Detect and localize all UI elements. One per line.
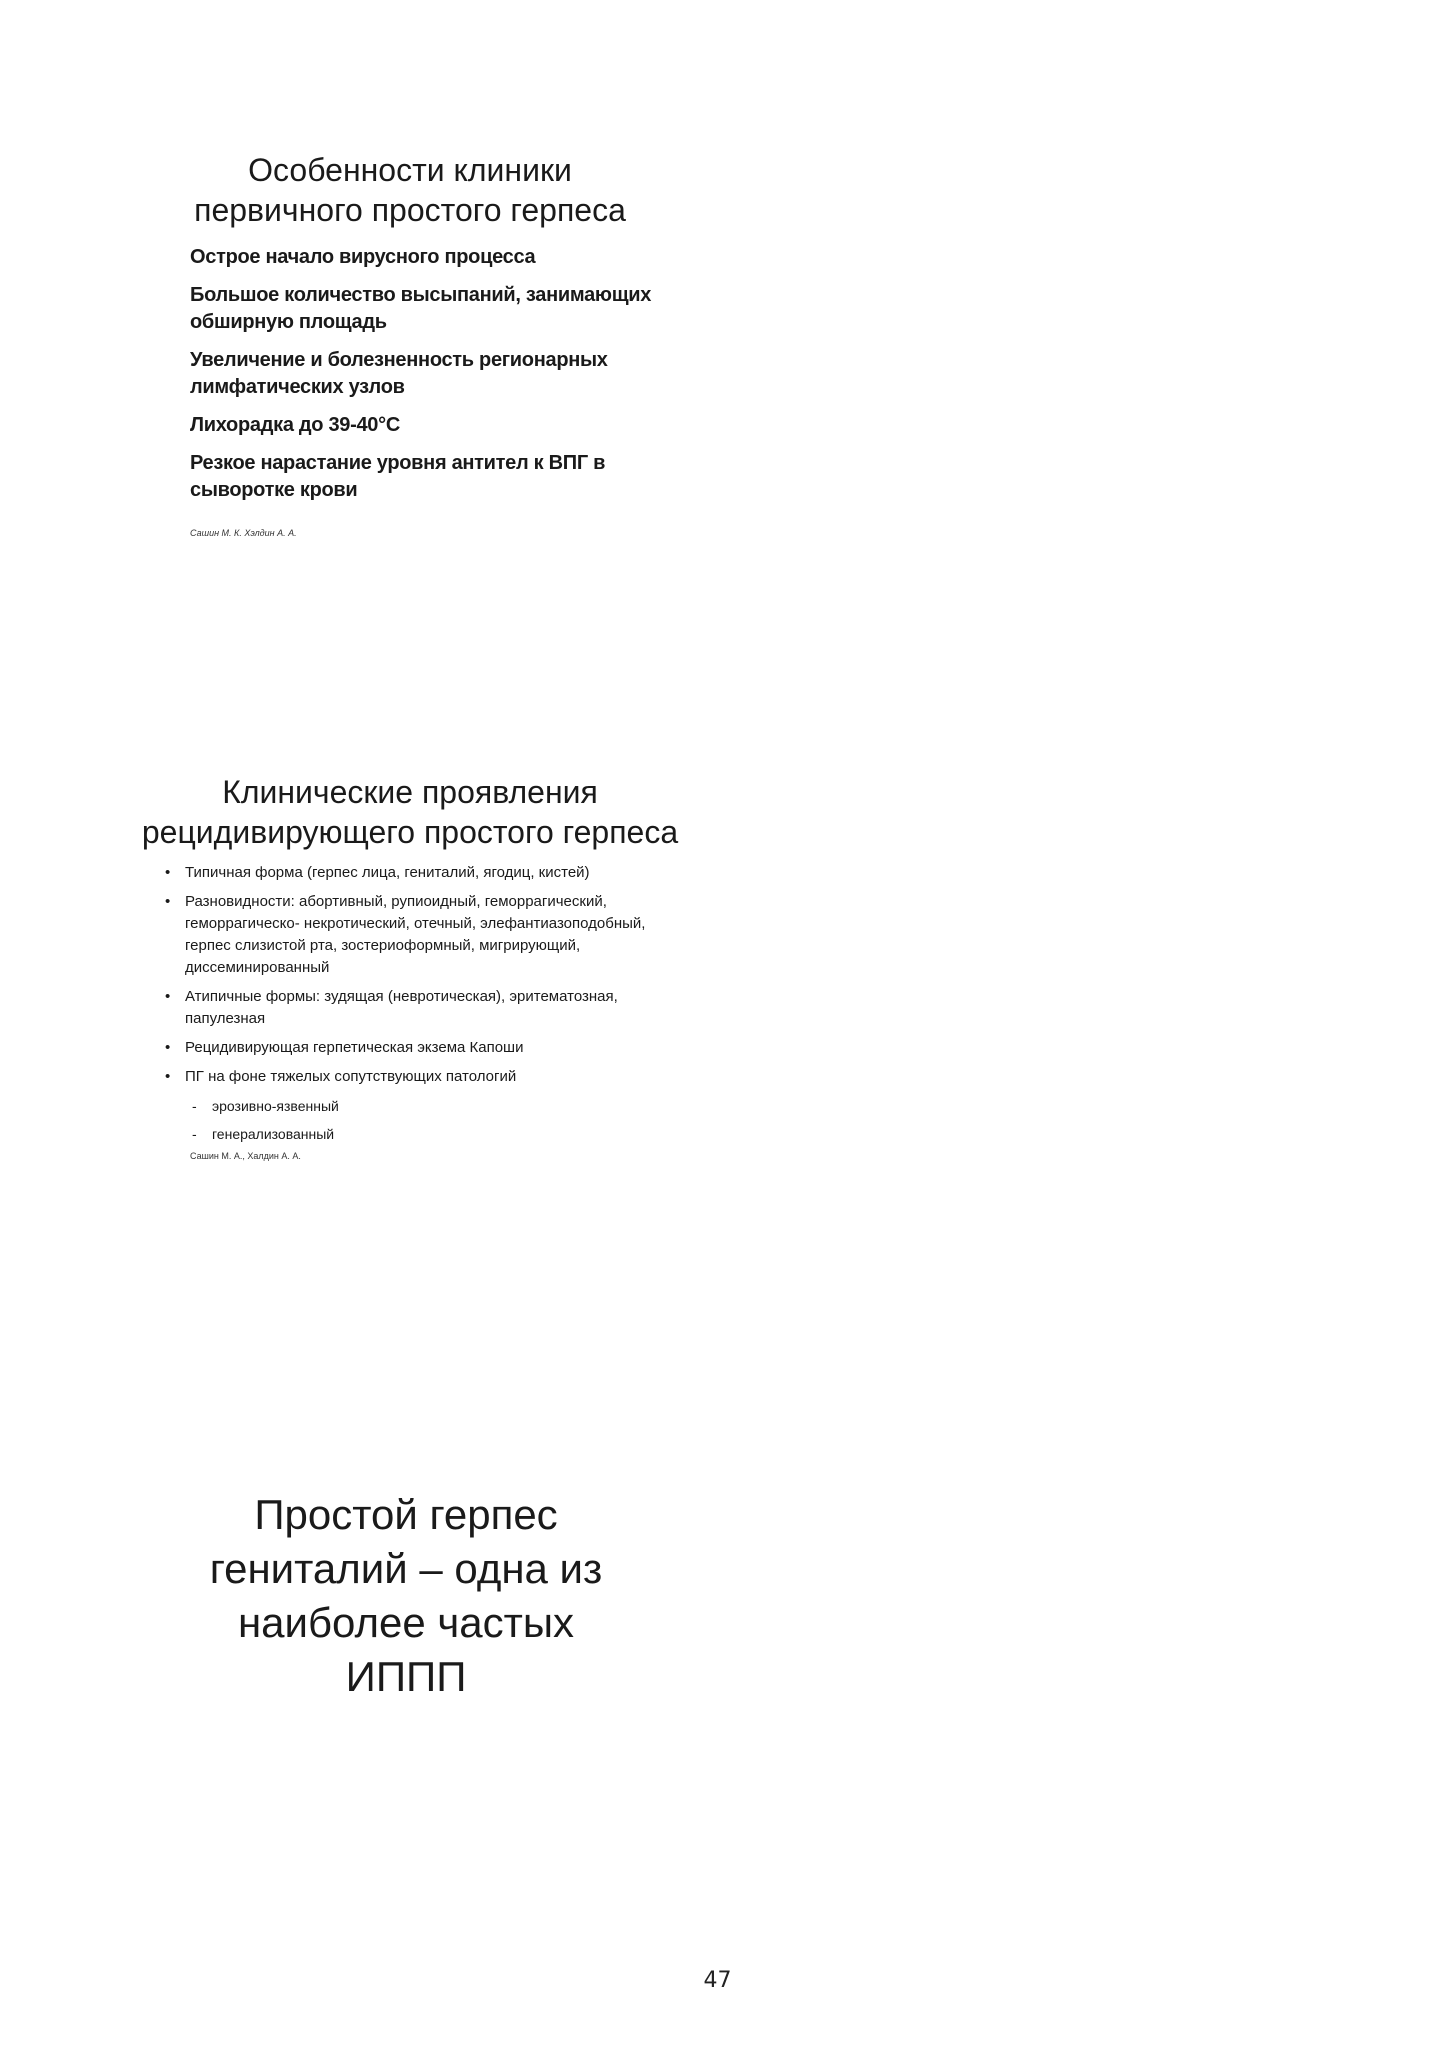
- list-item: [163, 986, 673, 1030]
- list-item-text: ПГ на фоне тяжелых сопутствующих патологий: [185, 1068, 517, 1085]
- slide1-citation: Сашин М. К. Хэлдин А. А.: [190, 528, 297, 538]
- bullet-icon: •: [165, 1039, 171, 1056]
- slide3-title: Простой герпес гениталий – одна из наиболее частых ИППП: [209, 1491, 603, 1700]
- list-item: Увеличение и болезненность регионарных лимфатических узлов: [190, 349, 608, 398]
- slide2-title: [0, 772, 820, 852]
- bullet-icon: •: [165, 893, 171, 910]
- slide-genital-herpes: [0, 1488, 820, 1704]
- list-item: Большое количество высыпаний, занимающих обширную площадь: [190, 284, 652, 333]
- list-item: [163, 1037, 673, 1059]
- bullet-icon: •: [165, 1068, 171, 1085]
- slide1-title: [0, 150, 820, 230]
- slide1-title-line2: первичного простого герпеса: [194, 192, 626, 228]
- slide2-title-line2: рецидивирующего простого герпеса: [141, 814, 679, 850]
- list-item: Острое начало вирусного процесса: [190, 246, 536, 268]
- slide2-citation: Сашин М. А., Халдин А. А.: [190, 1151, 301, 1161]
- slide1-title-line1: Особенности клиники: [248, 152, 572, 188]
- list-item: Резкое нарастание уровня антител к ВПГ в сыворотке крови: [190, 452, 606, 501]
- sublist-item: [190, 1095, 820, 1117]
- page-number: 47: [703, 1968, 732, 1993]
- sublist-item: [190, 1123, 820, 1145]
- slide2-sublist: [190, 1095, 820, 1145]
- list-item-text: Атипичные формы: зудящая (невротическая), эритематозная, папулезная: [185, 988, 618, 1027]
- list-item-text: Типичная форма (герпес лица, гениталий, ягодиц, кистей): [185, 864, 590, 881]
- list-item: [163, 862, 673, 884]
- dash-icon: -: [192, 1098, 197, 1114]
- list-item: [163, 1066, 673, 1088]
- list-item: [163, 891, 673, 979]
- dash-icon: -: [192, 1126, 197, 1142]
- list-item-text: Рецидивирующая герпетическая экзема Капоши: [185, 1039, 524, 1056]
- list-item-text: Разновидности: абортивный, рупиоидный, геморрагический, геморрагическо- некротический, отечный, элефантиазоподобный, герпес слизистой рта, зостериоформный, мигрирующий, диссеминированный: [185, 893, 646, 976]
- slide-recurrent-herpes: [0, 772, 820, 1161]
- sublist-item-text: генерализованный: [212, 1126, 335, 1142]
- sublist-item-text: эрозивно-язвенный: [212, 1098, 339, 1114]
- slide2-list: [163, 862, 673, 1088]
- bullet-icon: •: [165, 864, 171, 881]
- slide-primary-herpes: [0, 150, 820, 538]
- slide1-list: [190, 244, 660, 504]
- bullet-icon: •: [165, 988, 171, 1005]
- list-item: Лихорадка до 39-40°С: [190, 414, 400, 436]
- slide2-title-line1: Клинические проявления: [222, 774, 598, 810]
